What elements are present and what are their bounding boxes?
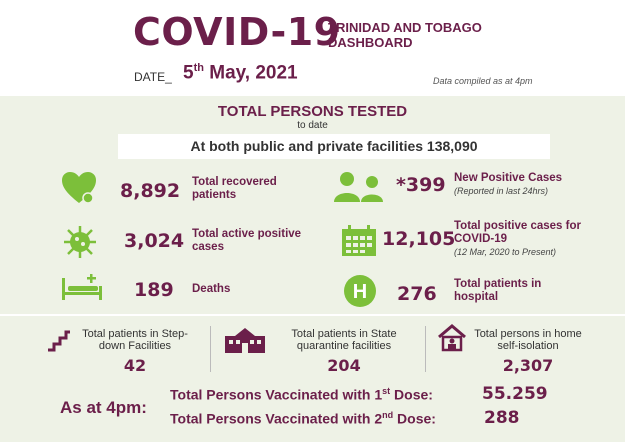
hospital-value: 276 (397, 283, 437, 305)
total-positive-value: 12,105 (382, 228, 456, 250)
date-suffix: th (193, 62, 204, 74)
quarantine-value: 204 (327, 356, 361, 375)
tested-title: TOTAL PERSONS TESTED (217, 103, 408, 120)
home-isolation-label: Total persons in home self-isolation (474, 328, 582, 352)
total-positive-label (454, 220, 614, 259)
people-icon (332, 170, 386, 204)
bed-icon (60, 272, 104, 302)
dose1-value: 55.259 (482, 384, 548, 404)
dose2-sup: nd (382, 410, 394, 420)
page-subtitle: TRINIDAD AND TOBAGO DASHBOARD (328, 20, 482, 50)
date-day: 5 (183, 62, 194, 84)
stairs-icon (46, 330, 72, 352)
calendar-icon (340, 224, 378, 258)
total-positive-title: Total positive cases for COVID-19 (454, 220, 581, 245)
new-positive-note: (Reported in last 24hrs) (454, 186, 549, 196)
date-rest: May, 2021 (209, 62, 298, 84)
tested-facilities-total: At both public and private facilities 138,090 (118, 134, 550, 159)
dose1-sup: st (382, 386, 391, 396)
dose2-value: 288 (484, 408, 520, 428)
dose2-label (170, 410, 436, 427)
house-icon (436, 324, 468, 352)
home-isolation-value: 2,307 (502, 356, 554, 375)
stepdown-label: Total patients in Step-down Facilities (82, 328, 188, 352)
virus-icon (62, 224, 98, 260)
new-positive-label (454, 172, 604, 198)
active-label: Total active positive cases (192, 228, 302, 253)
date-label: DATE_ (134, 70, 172, 84)
dose1-label (170, 386, 433, 403)
dose1-label-text: Total Persons Vaccinated with 1 (170, 386, 383, 403)
new-positive-value: *399 (396, 174, 446, 196)
tested-subtitle: to date (297, 120, 328, 131)
new-positive-title: New Positive Cases (454, 172, 563, 184)
building-icon (223, 326, 267, 354)
quarantine-label: Total patients in State quarantine facilities (291, 328, 397, 352)
recovered-value: 8,892 (120, 180, 181, 202)
svg-text:H: H (352, 281, 368, 303)
dose1-label-tail: Dose: (390, 386, 433, 403)
compiled-note: Data compiled as at 4pm (433, 76, 533, 86)
active-value: 3,024 (124, 230, 185, 252)
divider (210, 326, 211, 372)
as-at-label: As at 4pm: (60, 398, 147, 417)
heart-icon (60, 170, 98, 206)
hospital-label: Total patients in hospital (454, 278, 542, 303)
dose2-label-tail: Dose: (393, 410, 436, 427)
page-title: COVID-19 (133, 10, 341, 54)
date-value (183, 62, 298, 84)
deaths-label: Deaths (192, 283, 231, 295)
dose2-label-text: Total Persons Vaccinated with 2 (170, 410, 383, 427)
stepdown-value: 42 (123, 356, 147, 375)
hospital-icon (343, 274, 377, 308)
deaths-value: 189 (134, 279, 174, 301)
recovered-label: Total recovered patients (192, 176, 277, 201)
total-positive-note: (12 Mar, 2020 to Present) (454, 247, 557, 257)
divider (425, 326, 426, 372)
